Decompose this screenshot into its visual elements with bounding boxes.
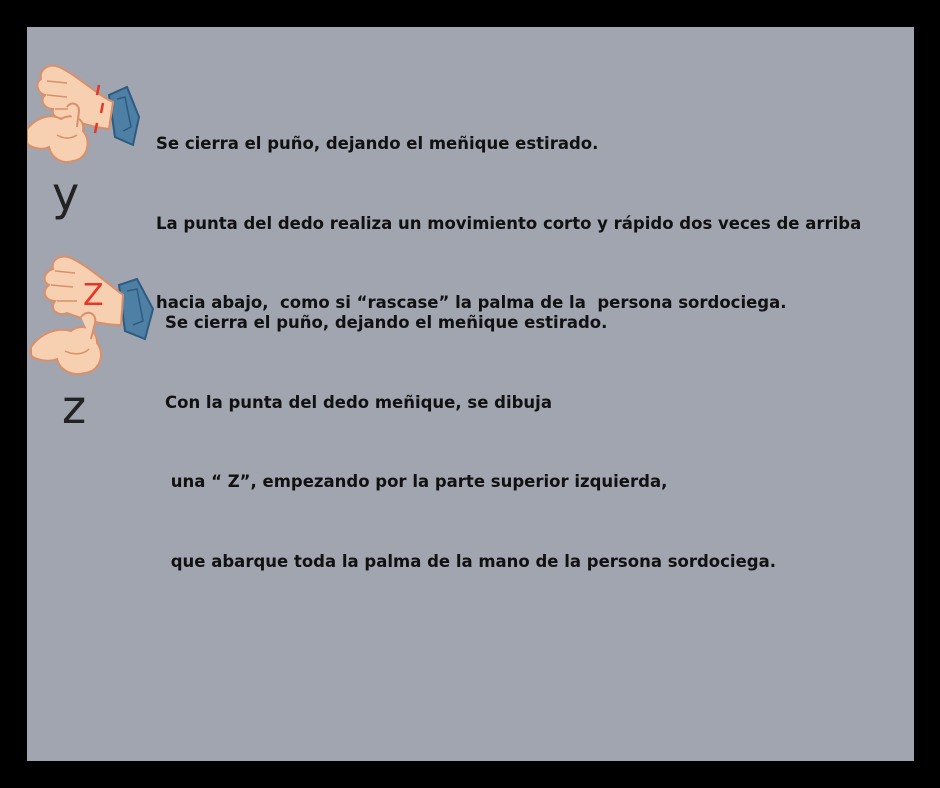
sign-description bbox=[165, 257, 776, 628]
description-line: Se cierra el puño, dejando el meñique estirado. bbox=[156, 134, 599, 153]
content-panel bbox=[27, 27, 914, 761]
letter-label: y bbox=[52, 167, 80, 221]
description-line: una “ Z”, empezando por la parte superior izquierda, bbox=[165, 472, 668, 491]
z-mark: Z bbox=[83, 278, 104, 313]
description-line: hacia abajo, como si “rascase” la palma de la persona sordociega. bbox=[156, 293, 787, 312]
letter-label: z bbox=[62, 380, 87, 434]
hand-sign-y-icon bbox=[27, 47, 145, 165]
description-line: La punta del dedo realiza un movimiento corto y rápido dos veces de arriba bbox=[156, 213, 862, 233]
description-line: Con la punta del dedo meñique, se dibuja bbox=[165, 392, 552, 412]
description-line: que abarque toda la palma de la mano de la persona sordociega. bbox=[165, 551, 776, 571]
hand-sign-z-icon bbox=[27, 247, 157, 377]
description-line: Se cierra el puño, dejando el meñique estirado. bbox=[165, 313, 608, 332]
